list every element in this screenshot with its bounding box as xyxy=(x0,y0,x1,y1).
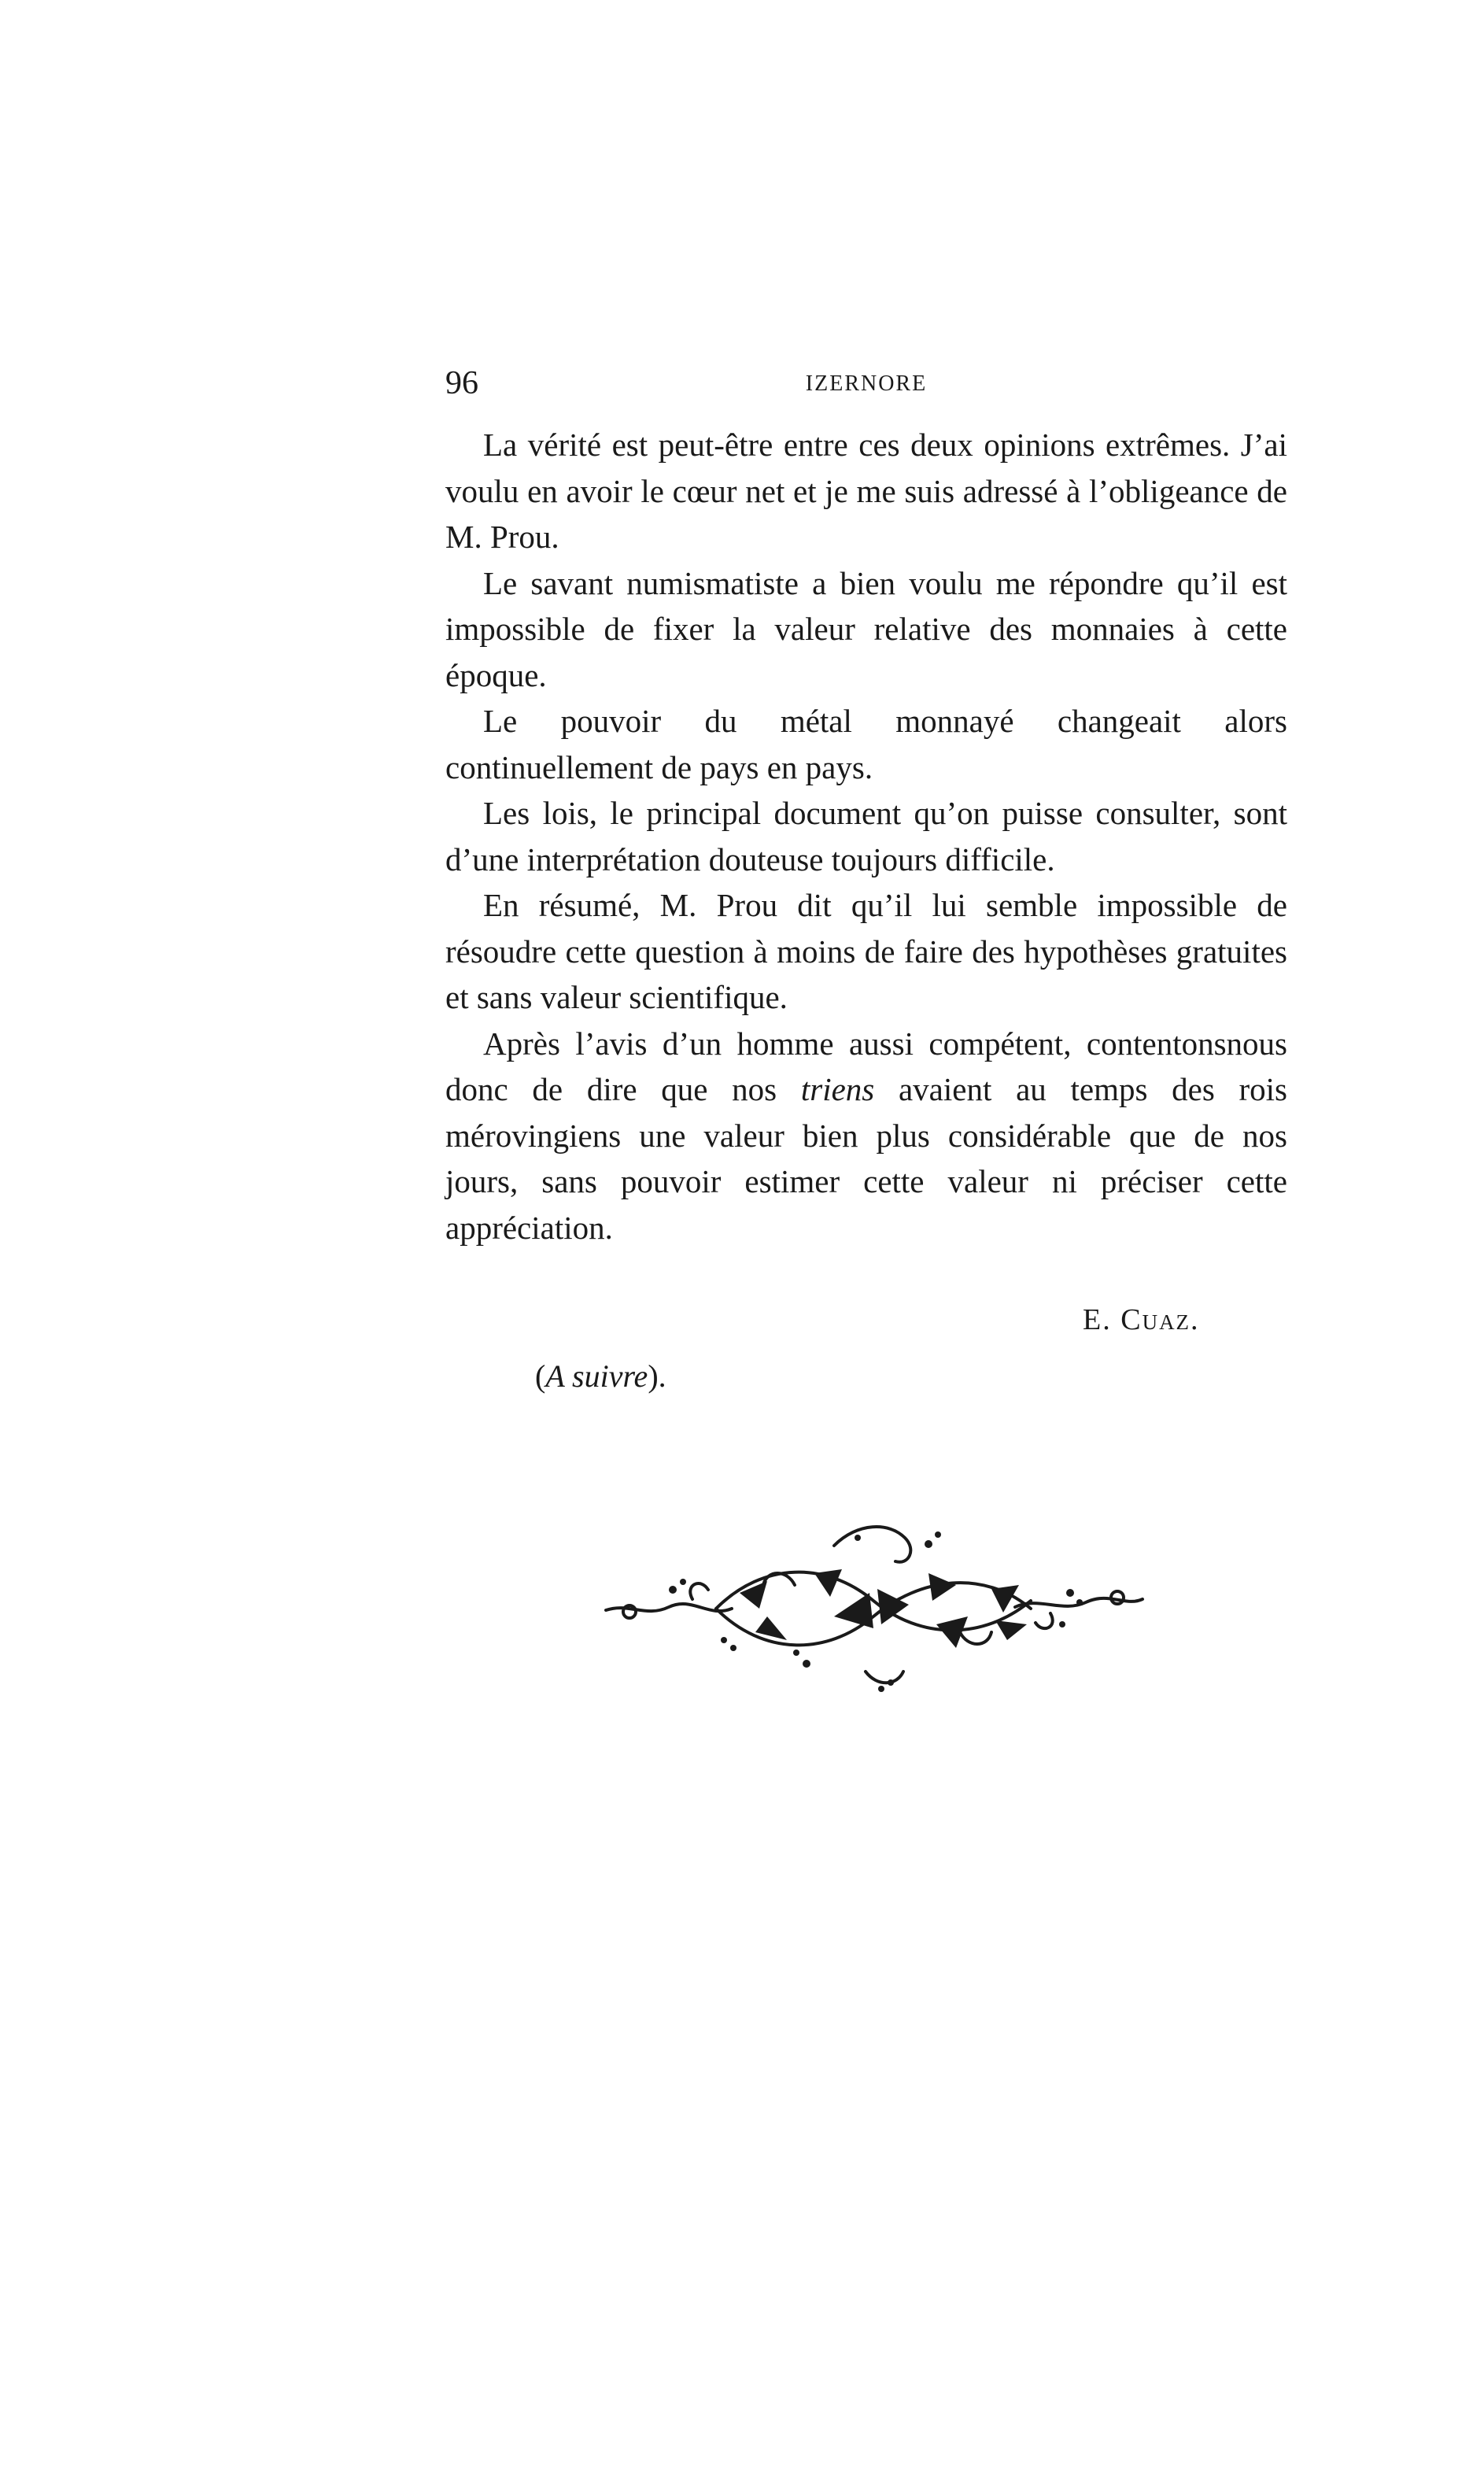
paragraph xyxy=(445,422,1287,560)
paragraph-text: Les lois, le principal document qu’on puisse consulter, sont d’une interprétation douteuse toujours difficile. xyxy=(445,795,1287,877)
continuation-text: A suivre xyxy=(545,1358,648,1394)
paragraph-text: En résumé, M. Prou dit qu’il lui semble impossible de résoudre cette question à moins de faire des hypothèses gratuites et sans valeur scientifique. xyxy=(445,887,1287,1015)
author-surname: Cuaz. xyxy=(1120,1303,1200,1336)
italic-term: triens xyxy=(800,1071,875,1107)
paragraph-text: Après l’avis d’un homme aussi compétent, contentonsnous donc de dire que nos xyxy=(445,1025,1287,1107)
paragraph-text-continued: avaient au temps des rois mérovingiens une valeur bien plus considérable que de nos jours, sans pouvoir estimer cette valeur ni préciser cette appréciation. xyxy=(445,1071,1287,1246)
author-signature xyxy=(1083,1297,1200,1343)
running-title: IZERNORE xyxy=(805,371,928,396)
page-number: 96 xyxy=(445,365,478,401)
paragraph xyxy=(445,698,1287,790)
paren-open: ( xyxy=(535,1358,546,1394)
paren-close: ). xyxy=(648,1358,666,1394)
paragraph-text: Le pouvoir du métal monnayé changeait alors continuellement de pays en pays. xyxy=(445,703,1287,785)
paragraph-text: Le savant numismatiste a bien voulu me répondre qu’il est impossible de fixer la valeur relative des monnaies à cette époque. xyxy=(445,564,1287,693)
author-initial: E. xyxy=(1083,1303,1121,1336)
body-text xyxy=(445,422,1287,1251)
paragraph xyxy=(445,560,1287,699)
paragraph xyxy=(445,882,1287,1021)
paragraph-text: La vérité est peut-être entre ces deux opinions extrêmes. J’ai voulu en avoir le cœur net et je me suis adressé à l’obligeance de M. Prou. xyxy=(445,427,1287,555)
running-head xyxy=(445,364,1287,403)
floral-vignette-icon xyxy=(598,1514,1149,1695)
to-be-continued-note xyxy=(535,1354,666,1399)
paragraph xyxy=(445,1021,1287,1251)
paragraph xyxy=(445,790,1287,882)
